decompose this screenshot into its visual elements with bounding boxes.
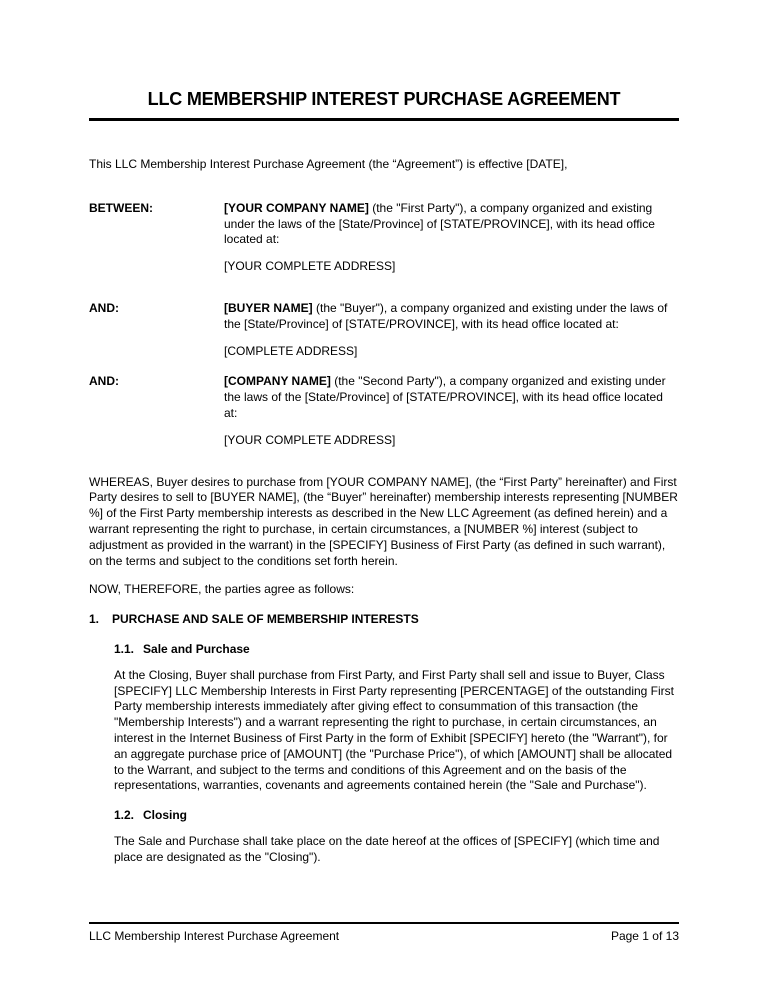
party-description-text: (the "Buyer"), a company organized and existing under the laws of the [State/Province] of [STATE/PROVINCE], with its head office located at:: [224, 300, 668, 331]
intro-paragraph: This LLC Membership Interest Purchase Agreement (the “Agreement”) is effective [DATE],: [89, 157, 568, 171]
subsection-1-1-body: At the Closing, Buyer shall purchase from First Party, and First Party shall sell and issue to Buyer, Class [SPECIFY] LLC Membership Interests in First Party representing [PERCENTAGE] of the outstanding First Party membership interests immediately after giving effect to consummation of this transaction (the "Membership Interests") and a warrant representing the right to purchase, in certain circumstances, an interest in the Internet Business of First Party in the form of Exhibit [SPECIFY] hereto (the "Warrant"), for an aggregate purchase price of [AMOUNT] (the "Purchase Price"), of which [AMOUNT] shall be allocated to the Warrant, and subject to the terms and conditions of this Agreement and on the basis of the representations, warranties, covenants and agreements contained herein (the "Sale and Purchase").: [114, 667, 674, 793]
section-number: 1.: [89, 612, 100, 627]
party-description: [224, 201, 679, 248]
party-body: [224, 374, 679, 448]
subsection-1-1-heading: [114, 642, 679, 658]
party-name: [COMPANY NAME]: [224, 374, 331, 389]
party-block-and-2: [89, 374, 679, 448]
document-content: [89, 0, 679, 866]
party-name: [BUYER NAME]: [224, 300, 313, 315]
party-address: [YOUR COMPLETE ADDRESS]: [224, 259, 396, 274]
party-label: AND:: [89, 374, 119, 389]
party-block-between: [89, 201, 679, 275]
subsection-1-2-body: The Sale and Purchase shall take place on the date hereof at the offices of [SPECIFY] (which time and place are designated as the "Closing").: [114, 833, 660, 864]
parties-section: [89, 201, 679, 449]
party-description: [224, 374, 679, 421]
section-1-content: [114, 642, 679, 866]
footer-page-number: Page 1 of 13: [610, 929, 679, 943]
page-footer: [89, 922, 679, 945]
section-1-heading: [89, 612, 679, 628]
whereas-paragraph: WHEREAS, Buyer desires to purchase from [YOUR COMPANY NAME], (the “First Party” hereinafter) and First Party desires to sell to [BUYER NAME], (the “Buyer” hereinafter) membership interests representing [NUMBER %] of the First Party membership interests as described in the New LLC Agreement (as defined herein) and a warrant representing the right to purchase, in certain circumstances, a [NUMBER %] interest (subject to adjustment as provided in the warrant) in the [SPECIFY] Business of First Party (as defined in such warrant), on the terms and subject to the conditions set forth herein.: [89, 474, 678, 568]
now-therefore-paragraph: NOW, THEREFORE, the parties agree as follows:: [89, 582, 355, 597]
party-description-text: (the "First Party"), a company organized and existing under the laws of the [State/Province] of [STATE/PROVINCE], with its head office located at:: [224, 200, 655, 247]
party-name: [YOUR COMPANY NAME]: [224, 200, 369, 215]
document-title: LLC MEMBERSHIP INTEREST PURCHASE AGREEMENT: [147, 89, 621, 109]
party-address: [COMPLETE ADDRESS]: [224, 343, 358, 358]
party-description-text: (the "Second Party"), a company organized and existing under the laws of the [State/Province] of [STATE/PROVINCE], with its head office located at:: [224, 374, 666, 420]
subsection-number: 1.2.: [114, 808, 135, 823]
subsection-number: 1.1.: [114, 641, 135, 656]
party-body: [224, 201, 679, 275]
party-description: [224, 301, 679, 333]
party-body: [224, 301, 679, 359]
footer-document-title: LLC Membership Interest Purchase Agreement: [89, 929, 340, 943]
party-label: BETWEEN:: [89, 200, 153, 215]
subsection-1-2-heading: [114, 808, 679, 824]
subsection-title: Closing: [143, 808, 188, 823]
party-address: [YOUR COMPLETE ADDRESS]: [224, 432, 396, 447]
party-block-and-1: [89, 301, 679, 359]
title-rule: [89, 118, 679, 121]
party-label: AND:: [89, 300, 119, 315]
section-title: PURCHASE AND SALE OF MEMBERSHIP INTERESTS: [112, 612, 419, 627]
subsection-title: Sale and Purchase: [143, 641, 250, 656]
